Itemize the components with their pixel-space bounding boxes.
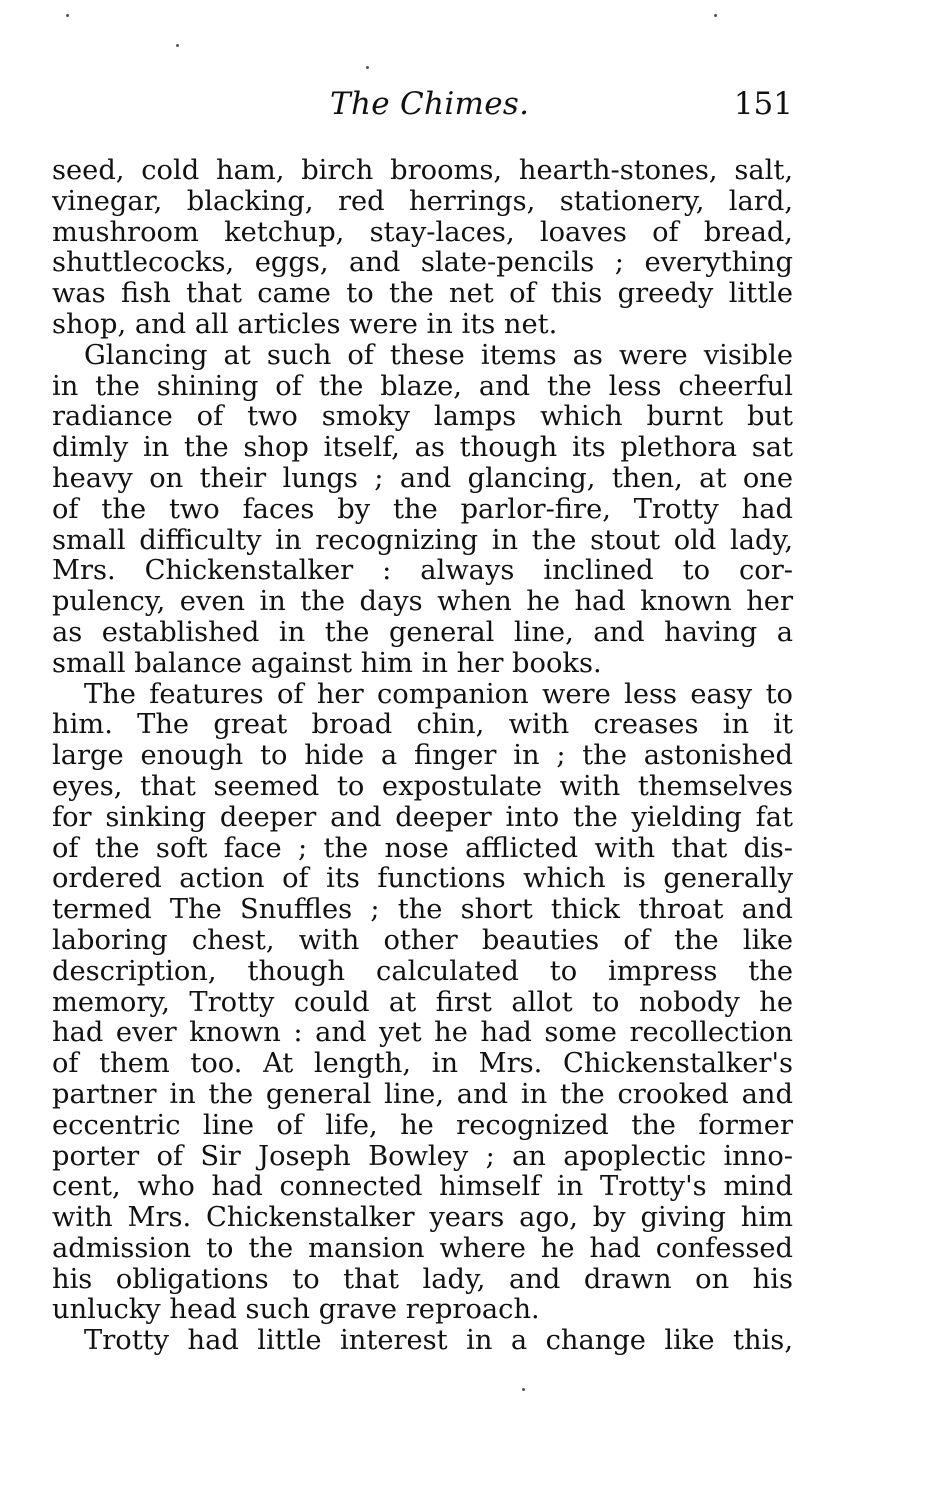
text-line: shuttlecocks, eggs, and slate-pencils ; everything	[52, 247, 793, 279]
text-line: porter of Sir Joseph Bowley ; an apoplectic inno-	[52, 1140, 793, 1172]
scan-speck	[366, 66, 369, 69]
text-line: of the two faces by the parlor-fire, Trotty had	[52, 493, 793, 525]
scan-speck	[176, 44, 179, 47]
text-line: had ever known : and yet he had some recollection	[52, 1017, 793, 1049]
scan-speck	[522, 1388, 525, 1391]
text-line: description, though calculated to impress the	[52, 955, 793, 987]
scan-speck	[714, 14, 717, 17]
text-line: Trotty had little interest in a change like this,	[84, 1325, 793, 1357]
page-number: 151	[733, 86, 793, 122]
text-line: unlucky head such grave reproach.	[52, 1294, 540, 1326]
text-line: mushroom ketchup, stay-laces, loaves of bread,	[52, 216, 793, 248]
text-line: seed, cold ham, birch brooms, hearth-stones, salt,	[52, 155, 793, 186]
scan-speck	[66, 14, 69, 17]
text-line: of them too. At length, in Mrs. Chickenstalker's	[52, 1048, 793, 1080]
text-line: The features of her companion were less easy to	[84, 678, 793, 710]
text-line: eyes, that seemed to expostulate with themselves	[52, 770, 793, 802]
text-line: small balance against him in her books.	[52, 647, 602, 679]
page-header	[52, 84, 793, 128]
text-line: in the shining of the blaze, and the less cheerful	[52, 370, 793, 402]
text-line: partner in the general line, and in the crooked and	[52, 1078, 793, 1110]
text-line: dimly in the shop itself, as though its plethora sat	[52, 432, 793, 464]
text-line: termed The Snuffles ; the short thick throat and	[52, 894, 793, 926]
text-line: heavy on their lungs ; and glancing, then, at one	[52, 462, 793, 494]
text-line: his obligations to that lady, and drawn on his	[52, 1263, 793, 1295]
text-line: ordered action of its functions which is generally	[52, 863, 793, 895]
text-line: as established in the general line, and having a	[52, 616, 793, 648]
text-line: vinegar, blacking, red herrings, stationery, lard,	[52, 185, 793, 217]
text-line: of the soft face ; the nose afflicted with that dis-	[52, 832, 793, 864]
text-line: large enough to hide a finger in ; the astonished	[52, 740, 793, 772]
text-line: radiance of two smoky lamps which burnt but	[52, 401, 793, 433]
text-line: eccentric line of life, he recognized the former	[52, 1109, 793, 1141]
text-line: shop, and all articles were in its net.	[52, 308, 558, 340]
text-line: with Mrs. Chickenstalker years ago, by giving him	[52, 1202, 793, 1234]
text-line: admission to the mansion where he had confessed	[52, 1232, 793, 1264]
text-line: laboring chest, with other beauties of the like	[52, 924, 793, 956]
text-line: small difficulty in recognizing in the stout old lady,	[52, 524, 793, 556]
text-line: Glancing at such of these items as were visible	[84, 339, 793, 371]
text-line: memory, Trotty could at first allot to nobody he	[52, 986, 793, 1018]
text-line: for sinking deeper and deeper into the yielding fat	[52, 801, 793, 833]
body-text	[52, 156, 793, 1357]
text-line: Mrs. Chickenstalker : always inclined to cor-	[52, 555, 793, 587]
text-line: him. The great broad chin, with creases in it	[52, 709, 793, 741]
running-title: The Chimes.	[330, 86, 530, 122]
text-line: was fish that came to the net of this greedy little	[52, 278, 793, 310]
text-line: cent, who had connected himself in Trotty's mind	[52, 1171, 793, 1203]
text-line: pulency, even in the days when he had known her	[52, 586, 793, 618]
